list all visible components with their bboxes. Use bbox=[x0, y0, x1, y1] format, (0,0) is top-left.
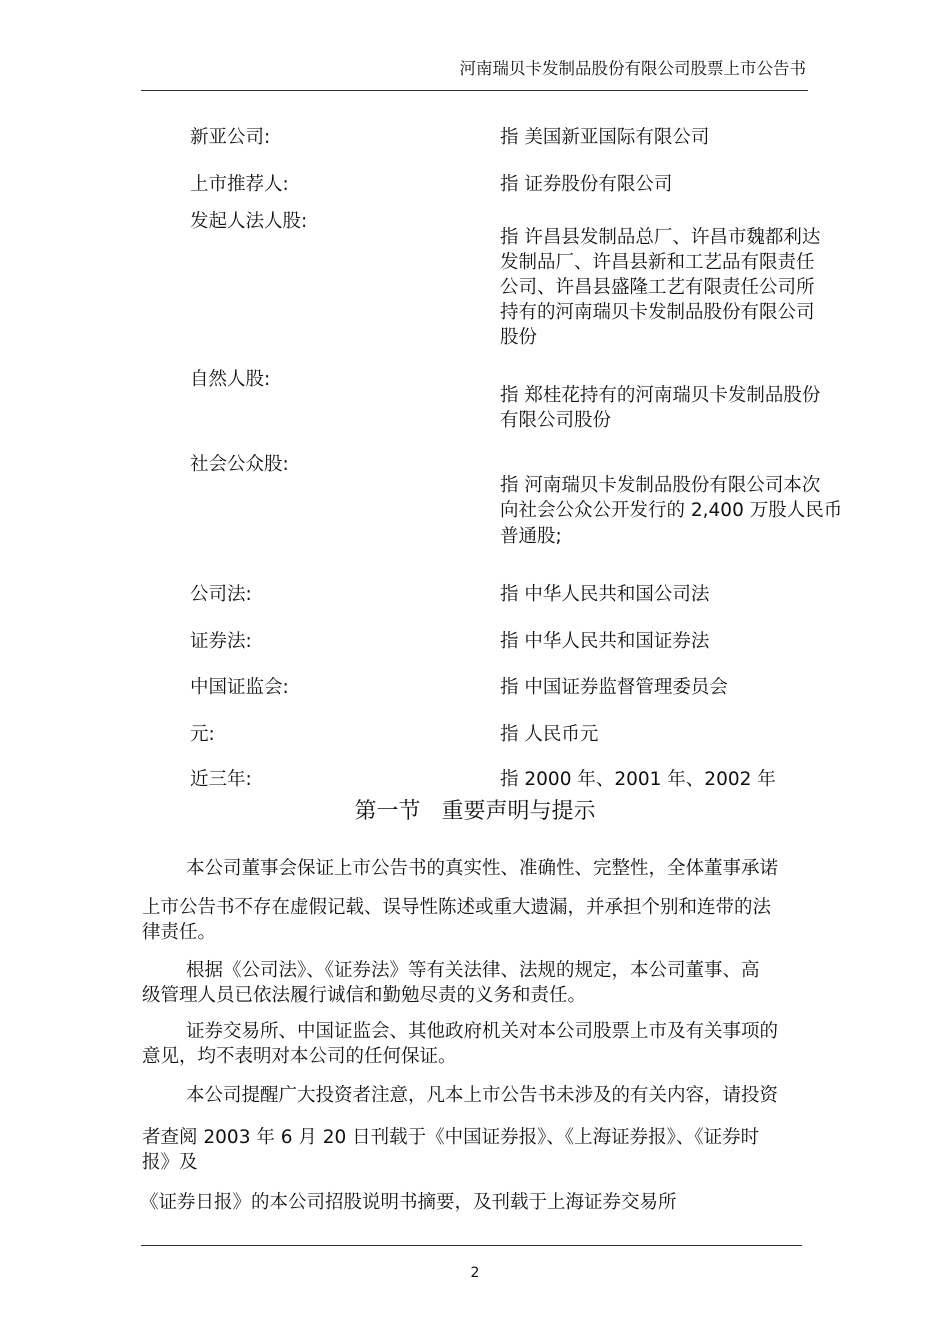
footer-rule bbox=[141, 1245, 802, 1246]
definition-text: 指 2000 年、2001 年、2002 年 bbox=[500, 769, 776, 790]
definition-term: 证券法: bbox=[190, 631, 252, 652]
page-number: 2 bbox=[470, 1265, 480, 1281]
paragraph-line: 级管理人员已依法履行诚信和勤勉尽责的义务和责任。 bbox=[142, 985, 587, 1006]
section-title: 第一节 重要声明与提示 bbox=[354, 799, 596, 824]
definition-text: 股份 bbox=[500, 327, 538, 348]
definition-text: 指 美国新亚国际有限公司 bbox=[500, 127, 710, 148]
definition-term: 元: bbox=[190, 724, 215, 745]
definition-text: 指 河南瑞贝卡发制品股份有限公司本次 bbox=[500, 475, 821, 496]
definition-term: 社会公众股: bbox=[190, 454, 289, 475]
definition-text: 指 中华人民共和国公司法 bbox=[500, 584, 710, 605]
definition-term: 上市推荐人: bbox=[190, 174, 289, 195]
paragraph-line: 上市公告书不存在虚假记载、误导性陈述或重大遗漏，并承担个别和连带的法 bbox=[142, 897, 772, 918]
paragraph-line: 意见，均不表明对本公司的任何保证。 bbox=[142, 1046, 457, 1067]
paragraph-line: 证券交易所、中国证监会、其他政府机关对本公司股票上市及有关事项的 bbox=[186, 1021, 779, 1042]
definition-term: 中国证监会: bbox=[190, 677, 289, 698]
running-header: 河南瑞贝卡发制品股份有限公司股票上市公告书 bbox=[459, 59, 806, 78]
paragraph-line: 根据《公司法》、《证券法》等有关法律、法规的规定，本公司董事、高 bbox=[186, 960, 760, 981]
definition-text: 有限公司股份 bbox=[500, 410, 612, 431]
definition-text: 指 中国证券监督管理委员会 bbox=[500, 677, 728, 698]
definition-text: 指 郑桂花持有的河南瑞贝卡发制品股份 bbox=[500, 385, 821, 406]
paragraph-line: 本公司提醒广大投资者注意，凡本上市公告书未涉及的有关内容，请投资 bbox=[186, 1085, 779, 1106]
definition-text: 持有的河南瑞贝卡发制品股份有限公司 bbox=[500, 302, 815, 323]
definition-term: 自然人股: bbox=[190, 369, 271, 390]
definition-term: 新亚公司: bbox=[190, 127, 271, 148]
definition-term: 发起人法人股: bbox=[190, 211, 308, 232]
definition-text: 指 人民币元 bbox=[500, 724, 599, 745]
paragraph-line: 律责任。 bbox=[142, 922, 217, 943]
definition-text: 指 许昌县发制品总厂、许昌市魏都利达 bbox=[500, 227, 821, 248]
paragraph-line: 者查阅 2003 年 6 月 20 日刊载于《中国证券报》、《上海证券报》、《证券时 bbox=[142, 1127, 760, 1148]
definition-text: 指 中华人民共和国证券法 bbox=[500, 631, 710, 652]
definition-text: 公司、许昌县盛隆工艺有限责任公司所 bbox=[500, 277, 815, 298]
definition-text: 发制品厂、许昌县新和工艺品有限责任 bbox=[500, 252, 815, 273]
paragraph-line: 本公司董事会保证上市公告书的真实性、准确性、完整性，全体董事承诺 bbox=[186, 858, 779, 879]
definition-text: 指 证券股份有限公司 bbox=[500, 174, 673, 195]
paragraph-line: 《证券日报》的本公司招股说明书摘要，及刊载于上海证券交易所 bbox=[140, 1192, 677, 1213]
definition-term: 近三年: bbox=[190, 769, 252, 790]
definition-term: 公司法: bbox=[190, 584, 252, 605]
paragraph-line: 报》及 bbox=[142, 1152, 198, 1173]
header-rule bbox=[141, 90, 808, 91]
definition-text: 向社会公众公开发行的 2,400 万股人民币 bbox=[500, 500, 843, 521]
definition-text: 普通股; bbox=[500, 526, 562, 547]
